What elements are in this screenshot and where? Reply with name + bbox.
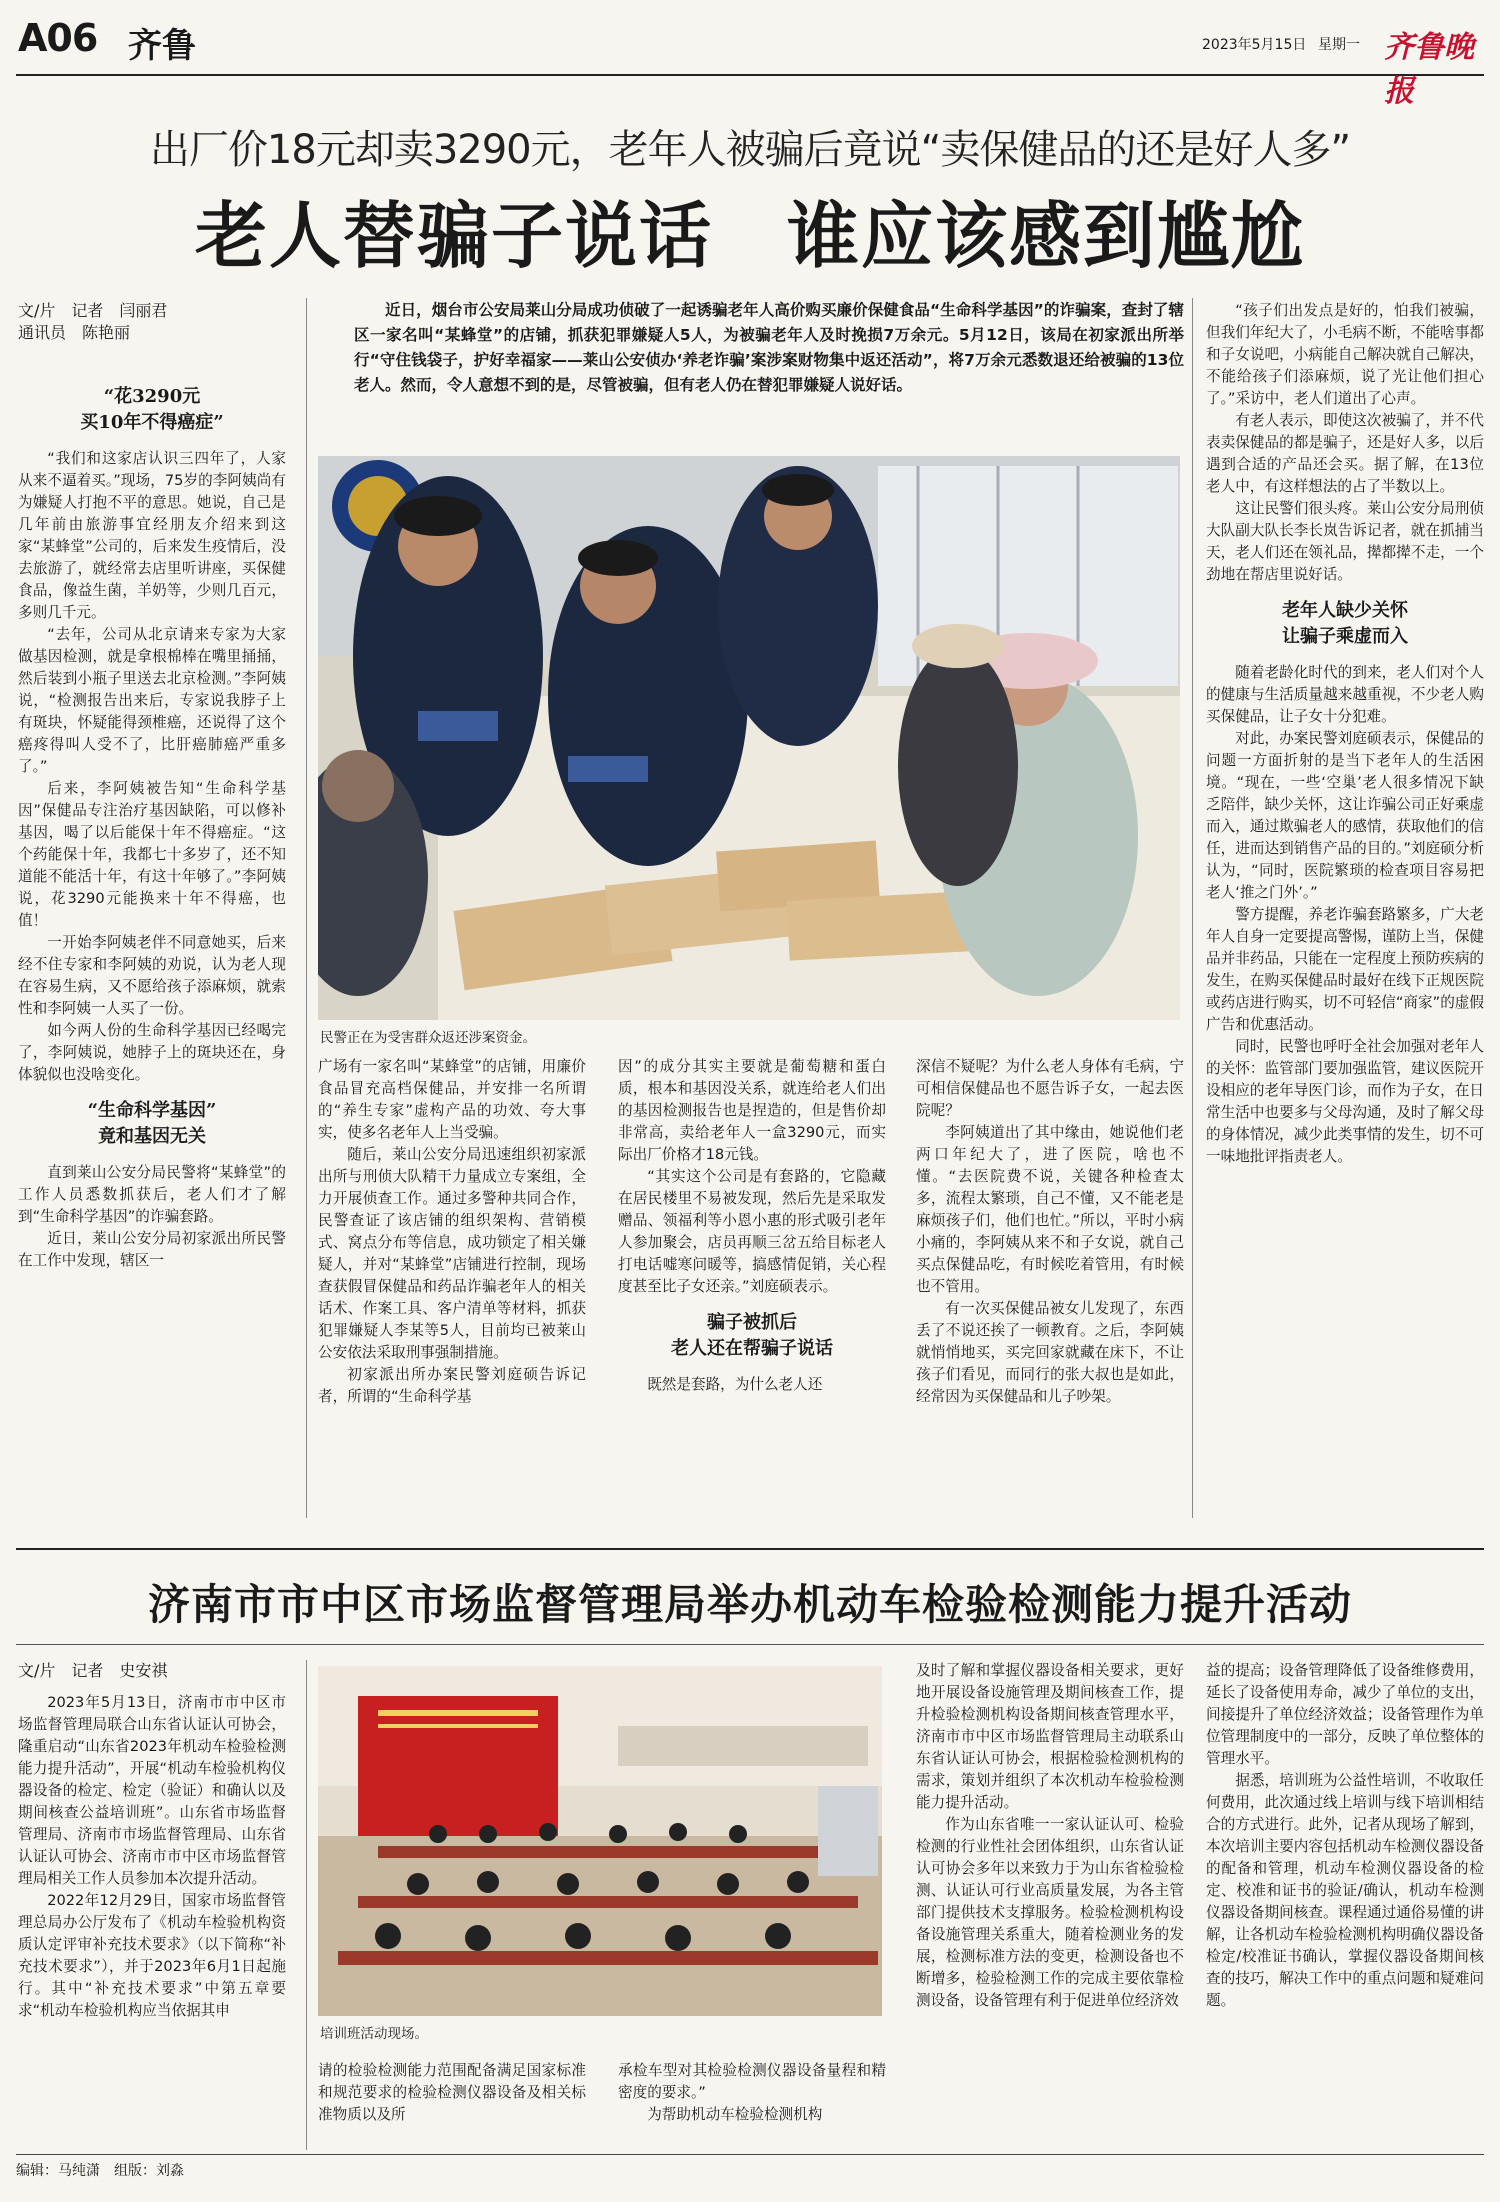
paragraph: 据悉，培训班为公益性培训，不收取任何费用，此次通过线上培训与线下培训相结合的方式进行。此外，记者从现场了解到，本次培训主要内容包括机动车检测仪器设备的配备和管理，机动车检测仪器设备的检定、校准和证书的验证/确认，机动车检测仪器设备期间核查。课程通过通俗易懂的讲解，让各机动车检验检测机构明确仪器设备检定/校准证书确认，掌握仪器设备期间核查的技巧，解决工作中的重点问题和疑难问题。	[1206, 1772, 1484, 2009]
paragraph: 既然是套路，为什么老人还	[647, 1376, 823, 1393]
paragraph: 请的检验检测能力范围配备满足国家标准和规范要求的检验检测仪器设备及相关标准物质以及所	[318, 2062, 586, 2123]
subheading: 老年人缺少关怀 让骗子乘虚而入	[1282, 600, 1408, 647]
paragraph: 对此，办案民警刘庭硕表示，保健品的问题一方面折射的是当下老年人的生活困境。“现在，一些‘空巢’老人很多情况下缺乏陪伴，缺少关怀，这让诈骗公司正好乘虚而入，通过欺骗老人的感情，获取他们的信任，进而达到销售产品的目的。”刘庭硕分析认为，“同时，医院繁琐的检查项目容易把老人‘推之门外’。”	[1206, 730, 1484, 901]
article1-column-2	[318, 1056, 586, 1520]
paragraph: 李阿姨道出了其中缘由，她说他们老两口年纪大了，进了医院，啥也不懂。“去医院费不说，关键各种检查太多，流程太繁琐，自己不懂，又不能老是麻烦孩子们，他们也忙。”所以，平时小病小痛的，李阿姨从来不和子女说，就自己买点保健品吃，有时候吃着管用，有时候也不管用。	[916, 1124, 1184, 1295]
paragraph: 近日，莱山公安分局初家派出所民警在工作中发现，辖区一	[18, 1230, 286, 1269]
article2-column-2	[318, 2060, 586, 2150]
paragraph: 因”的成分其实主要就是葡萄糖和蛋白质，根本和基因没关系，就连给老人们出的基因检测报告也是捏造的，但是售价却非常高，卖给老年人一盒3290元，而实际出厂价格才18元钱。	[618, 1058, 886, 1163]
paragraph: “我们和这家店认识三四年了，人家从来不逼着买。”现场，75岁的李阿姨尚有为嫌疑人打抱不平的意思。她说，自己是几年前由旅游事宜经朋友介绍来到这家“某蜂堂”公司的，后来发生疫情后，没去旅游了，就经常去店里听讲座，买保健食品，像益生菌，羊奶等，少则几百元，多则几千元。	[18, 450, 286, 621]
paragraph: 警方提醒，养老诈骗套路繁多，广大老年人自身一定要提高警惕，谨防上当，保健品并非药品，只能在一定程度上预防疾病的发生，在购买保健品时最好在线下正规医院或药店进行购买，切不可轻信“商家”的虚假广告和优惠活动。	[1206, 906, 1484, 1033]
page-number: A06	[18, 16, 98, 60]
photo-caption: 培训班活动现场。	[320, 2026, 428, 2042]
photo-illustration	[318, 1666, 882, 2016]
article1-lead: 近日，烟台市公安局莱山分局成功侦破了一起诱骗老年人高价购买廉价保健食品“生命科学基因”的诈骗案，查封了辖区一家名叫“某蜂堂”的店铺，抓获犯罪嫌疑人5人，为被骗老年人及时挽损7万余元。5月12日，该局在初家派出所举行“守住钱袋子，护好幸福家——莱山公安侦办‘养老诈骗’案涉案财物集中返还活动”，将7万余元悉数退还给被骗的13位老人。然而，令人意想不到的是，尽管被骗，但有老人仍在替犯罪嫌疑人说好话。	[354, 301, 1184, 394]
article2-column-4	[916, 1660, 1184, 2150]
paragraph: 承检车型对其检验检测仪器设备量程和精密度的要求。”	[618, 2062, 886, 2101]
section-name: 齐鲁	[128, 26, 196, 66]
article2-headline: 济南市市中区市场监督管理局举办机动车检验检测能力提升活动	[147, 1580, 1352, 1629]
subheading: “生命科学基因” 竟和基因无关	[87, 1100, 217, 1147]
article1-byline	[18, 300, 298, 344]
paragraph: 一开始李阿姨老伴不同意她买，后来经不住专家和李阿姨的劝说，认为老人现在容易生病，又不愿给孩子添麻烦，就索性和李阿姨一人买了一份。	[18, 934, 286, 1017]
paragraph: 有老人表示，即使这次被骗了，并不代表卖保健品的都是骗子，还是好人多，以后遇到合适的产品还会买。据了解，在13位老人中，有这样想法的占了半数以上。	[1206, 412, 1484, 495]
article1-column-5	[1206, 300, 1484, 1520]
section-divider	[16, 1548, 1484, 1550]
paragraph: 益的提高；设备管理降低了设备维修费用，延长了设备使用寿命，减少了单位的支出，间接提升了单位经济效益；设备管理作为单位管理制度中的一部分，反映了单位整体的管理水平。	[1206, 1662, 1484, 1767]
subheading: “花3290元 买10年不得癌症”	[80, 386, 224, 433]
article2-column-5	[1206, 1660, 1484, 2150]
footer-rule	[16, 2154, 1484, 2155]
paragraph: 随后，莱山公安分局迅速组织初家派出所与刑侦大队精干力量成立专案组，全力开展侦查工作。通过多警种共同合作，民警查证了该店铺的组织架构、营销模式、窝点分布等信息，成功锁定了相关嫌疑人，并对“某蜂堂”店铺进行控制，现场查获假冒保健品和药品诈骗老年人的相关话术、作案工具、客户清单等材料，抓获犯罪嫌疑人李某等5人，目前均已被莱山公安依法采取刑事强制措施。	[318, 1146, 586, 1361]
paragraph: 同时，民警也呼吁全社会加强对老年人的关怀：监管部门要加强监管，建议医院开设相应的老年导医门诊，而作为子女，在日常生活中也要多与父母沟通，及时了解父母的身体情况，减少此类事情的发生，切不可一味地批评指责老人。	[1206, 1038, 1484, 1165]
paragraph: 直到莱山公安分局民警将“某蜂堂”的工作人员悉数抓获后，老人们才了解到“生命科学基因”的诈骗套路。	[18, 1164, 286, 1225]
paragraph: 有一次买保健品被女儿发现了，东西丢了不说还挨了一顿教育。之后，李阿姨就悄悄地买，买完回家就藏在床下，不让孩子们看见，而同行的张大叔也是如此，经常因为买保健品和儿子吵架。	[916, 1300, 1184, 1405]
paragraph: 为帮助机动车检验检测机构	[647, 2106, 823, 2123]
police-return-money-photo	[318, 456, 1180, 1020]
byline-reporter: 文/片 记者 闫丽君	[18, 301, 168, 320]
training-session-photo	[318, 1666, 882, 2016]
headline-rule	[16, 1644, 1484, 1645]
paragraph: 这让民警们很头疼。莱山公安分局刑侦大队副大队长李长岚告诉记者，就在抓捕当天，老人们还在领礼品，撵都撵不走，一个劲地在帮店里说好话。	[1206, 500, 1484, 583]
column-divider	[306, 298, 307, 1518]
article1-column-3	[618, 1056, 886, 1520]
issue-weekday: 星期一	[1318, 37, 1360, 53]
paragraph: 深信不疑呢？为什么老人身体有毛病，宁可相信保健品也不愿告诉子女，一起去医院呢？	[916, 1058, 1184, 1119]
article1-column-4	[916, 1056, 1184, 1520]
article1-kicker: 出厂价18元却卖3290元，老年人被骗后竟说“卖保健品的还是好人多”	[149, 127, 1351, 173]
paragraph: “其实这个公司是有套路的，它隐藏在居民楼里不易被发现，然后先是采取发赠品、领福利等小恩小惠的形式吸引老年人参加聚会，店员再顺三岔五给目标老人打电话嘘寒问暖等，搞感情促销，关心程度甚至比子女还亲。”刘庭硕表示。	[618, 1168, 886, 1295]
paragraph: 后来，李阿姨被告知“生命科学基因”保健品专注治疗基因缺陷，可以修补基因，喝了以后能保十年不得癌症。“这个药能保十年，我都七十多岁了，还不知道能不能活十年，有这十年够了。”李阿姨说，花3290元能换来十年不得癌，也值！	[18, 780, 286, 929]
paragraph: 2023年5月13日，济南市市中区市场监督管理局联合山东省认证认可协会，隆重启动“山东省2023年机动车检验检测能力提升活动”，开展“机动车检验机构仪器设备的检定、检定（验证）和确认以及期间核查公益培训班”。山东省市场监督管理局、济南市市场监督管理局、山东省认证认可协会、济南市市中区市场监督管理局相关工作人员参加本次提升活动。	[18, 1694, 286, 1887]
editor-credits: 编辑：马纯潇 组版：刘淼	[16, 2163, 184, 2179]
article1-column-1	[18, 380, 286, 1520]
page-masthead	[16, 12, 1484, 109]
article2-column-1	[18, 1692, 286, 2150]
paragraph: 2022年12月29日，国家市场监督管理总局办公厅发布了《机动车检验机构资质认定评审补充技术要求》（以下简称“补充技术要求”），并于2023年6月1日起施行。其中“补充技术要求”中第五章要求“机动车检验机构应当依据其申	[18, 1892, 286, 2019]
paragraph: 初家派出所办案民警刘庭硕告诉记者，所谓的“生命科学基	[318, 1366, 586, 1405]
paragraph: “去年，公司从北京请来专家为大家做基因检测，就是拿根棉棒在嘴里捅捅，然后装到小瓶子里送去北京检测。”李阿姨说，“检测报告出来后，专家说我脖子上有斑块，怀疑能得颈椎癌，还说得了这个癌疼得叫人受不了，比肝癌肺癌严重多了。”	[18, 626, 286, 775]
paragraph: 作为山东省唯一一家认证认可、检验检测的行业性社会团体组织，山东省认证认可协会多年以来致力于为山东省检验检测、认证认可行业高质量发展，为各主管部门提供技术支撑服务。检验检测机构设备设施管理关系重大，随着检测业务的发展，检测标准方法的变更，检测设备也不断增多，检验检测工作的完成主要依靠检测设备，设备管理有利于促进单位经济效	[916, 1816, 1184, 2009]
article1-headline: 老人替骗子说话 谁应该感到尴尬	[194, 193, 1305, 278]
photo-illustration	[318, 456, 1180, 1020]
paragraph: 如今两人份的生命科学基因已经喝完了，李阿姨说，她脖子上的斑块还在，身体貌似也没啥变化。	[18, 1022, 286, 1083]
column-divider	[1192, 298, 1193, 1518]
paragraph: 广场有一家名叫“某蜂堂”的店铺，用廉价食品冒充高档保健品，并安排一名所谓的“养生专家”虚构产品的功效、夸大事实，使多名老年人上当受骗。	[318, 1058, 586, 1141]
paragraph: “孩子们出发点是好的，怕我们被骗，但我们年纪大了，小毛病不断，不能啥事都和子女说吧，小病能自己解决就自己解决，不能给孩子们添麻烦，说了光让他们担心了。”采访中，老人们道出了心声。	[1206, 302, 1484, 407]
column-divider	[306, 1660, 307, 2150]
article2-byline: 文/片 记者 史安祺	[18, 1661, 168, 1680]
issue-date: 2023年5月15日	[1202, 37, 1307, 53]
subheading: 骗子被抓后 老人还在帮骗子说话	[671, 1312, 833, 1359]
photo-caption: 民警正在为受害群众返还涉案资金。	[320, 1030, 536, 1046]
paragraph: 随着老龄化时代的到来，老人们对个人的健康与生活质量越来越重视，不少老人购买保健品，让子女十分犯难。	[1206, 664, 1484, 725]
byline-correspondent: 通讯员 陈艳丽	[18, 323, 131, 342]
paragraph: 及时了解和掌握仪器设备相关要求，更好地开展设备设施管理及期间核查工作，提升检验检测机构设备期间核查管理水平，济南市市中区市场监督管理局主动联系山东省认证认可协会，根据检验检测机构的需求，策划并组织了本次机动车检验检测能力提升活动。	[916, 1662, 1184, 1811]
newspaper-logo: 齐鲁晚报	[1384, 30, 1474, 109]
article2-column-3	[618, 2060, 886, 2150]
